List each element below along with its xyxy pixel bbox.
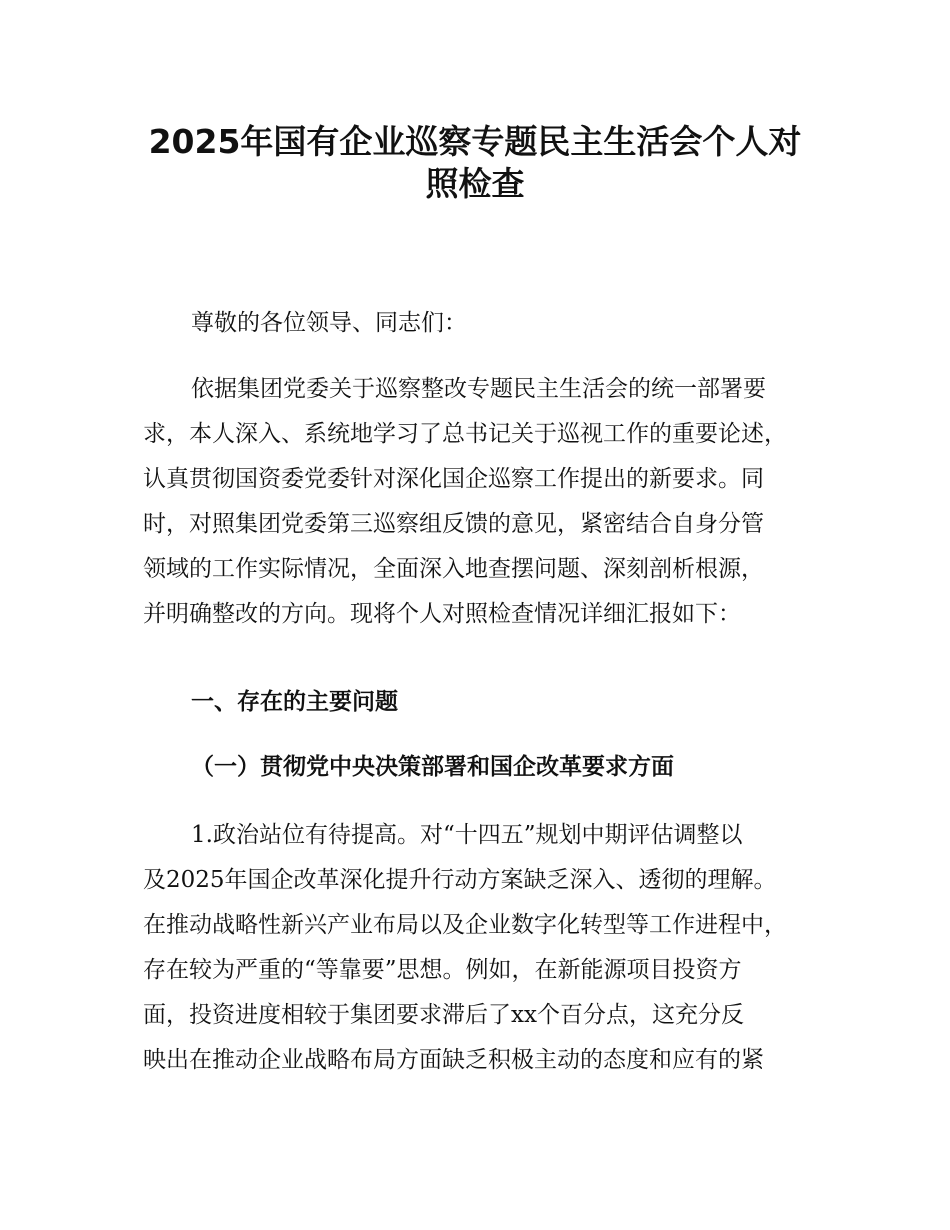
intro-line-2: 求，本人深入、系统地学习了总书记关于巡视工作的重要论述， bbox=[143, 421, 787, 447]
intro-line-3: 认真贯彻国资委党委针对深化国企巡察工作提出的新要求。同 bbox=[143, 466, 764, 492]
point1-line-6: 映出在推动企业战略布局方面缺乏积极主动的态度和应有的紧 bbox=[143, 1047, 764, 1073]
subsection-heading-reform: （一）贯彻党中央决策部署和国企改革要求方面 bbox=[191, 754, 674, 780]
point1-line-2: 及2025年国企改革深化提升行动方案缺乏深入、透彻的理解。 bbox=[143, 867, 777, 893]
intro-line-1: 依据集团党委关于巡察整改专题民主生活会的统一部署要 bbox=[191, 376, 766, 402]
salutation: 尊敬的各位领导、同志们： bbox=[191, 310, 467, 336]
intro-line-5: 领域的工作实际情况，全面深入地查摆问题、深刻剖析根源， bbox=[143, 556, 764, 582]
intro-line-6: 并明确整改的方向。现将个人对照检查情况详细汇报如下： bbox=[143, 601, 741, 627]
point1-line-1: 1.政治站位有待提高。对“十四五”规划中期评估调整以 bbox=[191, 822, 743, 848]
document-title-line-2: 照检查 bbox=[425, 164, 525, 203]
intro-line-4: 时，对照集团党委第三巡察组反馈的意见，紧密结合自身分管 bbox=[143, 511, 764, 537]
point1-line-5: 面，投资进度相较于集团要求滞后了xx个百分点，这充分反 bbox=[143, 1002, 744, 1028]
section-heading-problems: 一、存在的主要问题 bbox=[191, 689, 398, 715]
document-title-line-1: 2025年国有企业巡察专题民主生活会个人对 bbox=[148, 122, 802, 161]
point1-line-4: 存在较为严重的“等靠要”思想。例如，在新能源项目投资方 bbox=[143, 957, 742, 983]
point1-line-3: 在推动战略性新兴产业布局以及企业数字化转型等工作进程中， bbox=[143, 912, 787, 938]
